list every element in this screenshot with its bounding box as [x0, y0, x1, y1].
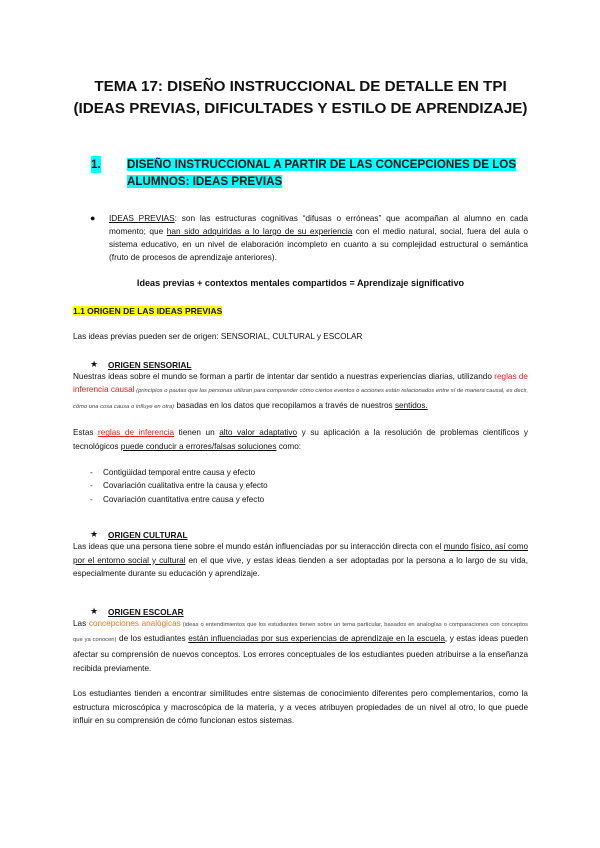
section-1-heading: [73, 156, 528, 190]
list-item: [73, 479, 528, 493]
list-item: [73, 466, 528, 480]
sensorial-paragraph-1: [73, 370, 528, 415]
dash-icon: -: [90, 481, 93, 491]
sensorial-p1-note: (principios o pautas que las personas utilizan para comprender cómo ciertos eventos o acciones están relacionados entre sí de manera causal, es decir, cómo una cosa causa o influye en otra): [73, 388, 528, 410]
section-1-heading-text: [127, 156, 528, 190]
sensorial-p1-underlined: sentidos.: [394, 400, 428, 410]
sensorial-p1-red: reglas de inferencia causal: [73, 371, 528, 395]
subsection-heading-text: 1.1 ORIGEN DE LAS IDEAS PREVIAS: [73, 306, 223, 316]
escolar-heading-text: ORIGEN ESCOLAR: [108, 606, 184, 617]
escolar-p1-underlined: están influenciadas por sus experiencias de aprendizaje en la escuela: [188, 634, 445, 644]
ideas-previas-term: IDEAS PREVIAS: [109, 213, 175, 223]
sensorial-heading: [73, 360, 528, 370]
section-1-number: 1.: [91, 158, 101, 171]
dash-icon: -: [90, 467, 93, 477]
section-1-heading-line1: DISEÑO INSTRUCCIONAL A PARTIR DE LAS CONCEPCIONES DE LOS: [127, 158, 517, 171]
cultural-p-underlined: mundo físico, así como por el entorno social y cultural: [73, 542, 529, 565]
star-icon: ★: [90, 358, 99, 369]
cultural-p-b: en el que vive, y estas ideas tienden a ser adoptadas por la persona a lo largo de su vida, especialmente durante su educación y aprendizaje.: [73, 555, 528, 579]
sensorial-p2-red: reglas de inferencia: [98, 428, 175, 438]
escolar-p1-b: de los estudiantes: [116, 634, 189, 644]
dash-icon: -: [90, 494, 93, 504]
sensorial-paragraph-2: [73, 426, 528, 453]
section-1-heading-line2: ALUMNOS: IDEAS PREVIAS: [127, 175, 283, 188]
sensorial-p2-u2: puede conducir a errores/falsas soluciones: [120, 441, 277, 451]
escolar-paragraph-1: [73, 617, 528, 675]
sensorial-p2-a: Estas: [73, 428, 99, 438]
doc-title-line1: TEMA 17: DISEÑO INSTRUCCIONAL DE DETALLE EN TPI: [94, 78, 507, 95]
ideas-previas-text-b: con el medio natural, social, fuera del aula o sistema educativo, en un nivel de elaboración incompleto en cuanto a su complejidad estructural o semántica (fruto de procesos de aprendizaje anteriores).: [109, 226, 529, 262]
star-icon: ★: [90, 605, 99, 616]
cultural-p-a: Las ideas que una persona tiene sobre el mundo están influenciadas por su interacción directa con el: [73, 542, 444, 552]
cultural-heading-text: ORIGEN CULTURAL: [108, 530, 188, 541]
ideas-previas-text-a: : son las estructuras cognitivas “difusas o erróneas” que acompañan al alumno en cada momento; que: [109, 213, 528, 236]
list-item-text: Covariación cualitativa entre la causa y efecto: [103, 481, 268, 491]
cultural-heading: [73, 530, 528, 540]
subsection-heading: [73, 306, 528, 316]
sensorial-heading-text: ORIGEN SENSORIAL: [108, 359, 192, 370]
ideas-previas-bullet: [73, 212, 528, 264]
sensorial-list: [73, 466, 528, 507]
list-item-text: Contigüidad temporal entre causa y efecto: [103, 467, 256, 477]
star-icon: ★: [90, 529, 99, 540]
sensorial-p2-u1: alto valor adaptativo: [219, 428, 298, 438]
list-item-text: Covariación cuantitativa entre causa y efecto: [103, 494, 265, 504]
cultural-paragraph: [73, 540, 528, 581]
doc-title-line2: (IDEAS PREVIAS, DIFICULTADES Y ESTILO DE APRENDIZAJE): [73, 100, 528, 117]
origin-intro: Las ideas previas pueden ser de origen: SENSORIAL, CULTURAL y ESCOLAR: [73, 332, 363, 341]
list-item: [73, 493, 528, 507]
formula: Ideas previas + contextos mentales compartidos = Aprendizaje significativo: [136, 278, 465, 288]
bullet-icon: ●: [90, 213, 96, 223]
sensorial-p2-b: tienen un: [174, 428, 220, 438]
escolar-p1-c: , y estas ideas pueden afectar su comprensión de nuevos conceptos. Los errores conceptuales de los estudiantes pueden atribuirse a la enseñanza recibida previamente.: [73, 634, 528, 673]
sensorial-p2-d: como:: [276, 441, 302, 451]
sensorial-p1-a: Nuestras ideas sobre el mundo se forman a partir de intentar dar sentido a nuestras experiencias diarias, utilizando: [73, 371, 495, 381]
sensorial-p2-c: y su aplicación a la resolución de problemas científicos y tecnológicos: [73, 428, 528, 451]
escolar-p1-a: Las: [73, 618, 89, 628]
escolar-p1-orange: concepciones analógicas: [88, 618, 181, 628]
title-block: [73, 0, 528, 120]
sensorial-p1-b: basadas en los datos que recopilamos a través de nuestros: [174, 400, 395, 410]
escolar-paragraph-2: Los estudiantes tienden a encontrar similitudes entre sistemas de conocimiento diferentes pero complementarios, como la estructura microscópica y macroscópica de la materia, y a veces atribuyen propiedades de un nivel al otro, lo que puede influir en su comprensión de cómo funcionan estos sistemas.: [73, 689, 528, 726]
ideas-previas-underlined: han sido adquiridas a lo largo de su experiencia: [166, 226, 353, 236]
escolar-heading: [73, 607, 528, 617]
escolar-p1-note: (ideas o entendimientos que los estudiantes tienen sobre un tema particular, basados en analogías o comparaciones con conceptos que ya conocen): [73, 621, 528, 644]
